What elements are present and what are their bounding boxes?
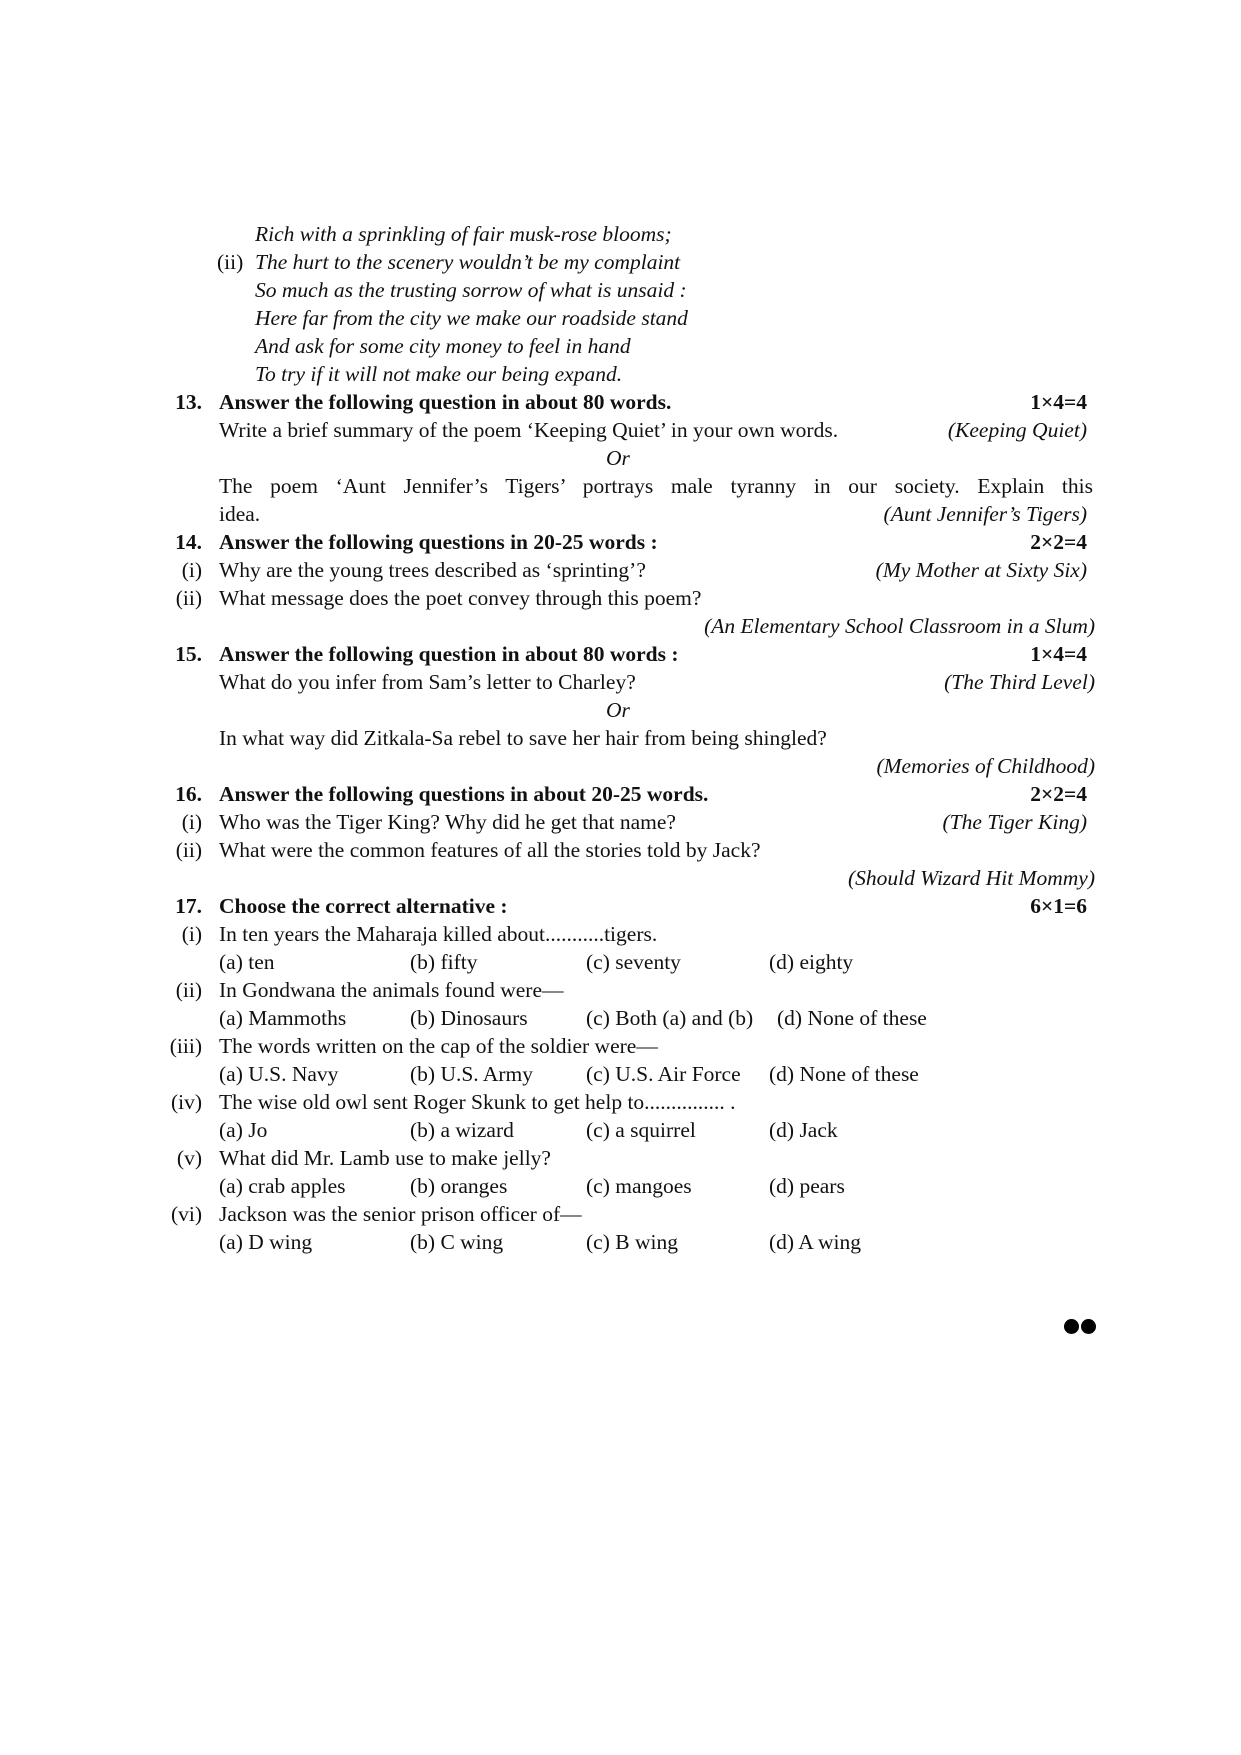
mcq-label: (iv) (170, 1090, 202, 1114)
mcq-option: (b) a wizard (410, 1118, 514, 1142)
source-reference: (My Mother at Sixty Six) (875, 558, 1087, 582)
mcq-option: (c) mangoes (586, 1174, 692, 1198)
mcq-question: Jackson was the senior prison officer of— (219, 1202, 582, 1226)
question-number: 15. (175, 642, 202, 666)
mcq-option: (d) None of these (777, 1006, 927, 1030)
source-reference: (Keeping Quiet) (947, 418, 1087, 442)
mcq-option: (a) crab apples (219, 1174, 346, 1198)
question-number: 14. (175, 530, 202, 554)
poem-line: To try if it will not make our being expand. (255, 362, 623, 386)
mcq-label: (v) (176, 1146, 202, 1170)
mcq-option: (a) Jo (219, 1118, 268, 1142)
question-text: The poem ‘Aunt Jennifer’s Tigers’ portrays male tyranny in our society. Explain this (219, 474, 1093, 498)
or-separator: Or (606, 698, 630, 722)
mcq-label: (vi) (170, 1202, 202, 1226)
poem-label-ii: (ii) (217, 250, 244, 274)
question-heading: Answer the following questions in about 20-25 words. (219, 782, 709, 806)
mcq-question: The words written on the cap of the soldier were— (219, 1034, 658, 1058)
sub-question-label: (i) (181, 810, 202, 834)
mcq-question: The wise old owl sent Roger Skunk to get help to............... . (219, 1090, 736, 1114)
source-reference: (Aunt Jennifer’s Tigers) (883, 502, 1087, 526)
dot-icon (1064, 1319, 1079, 1334)
mcq-question: In Gondwana the animals found were— (219, 978, 564, 1002)
question-number: 13. (175, 390, 202, 414)
question-heading: Answer the following questions in 20-25 words : (219, 530, 658, 554)
question-text: What were the common features of all the stories told by Jack? (219, 838, 761, 862)
question-heading: Answer the following question in about 80 words. (219, 390, 672, 414)
mcq-option: (b) C wing (410, 1230, 504, 1254)
mcq-option: (c) Both (a) and (b) (586, 1006, 754, 1030)
mcq-question: What did Mr. Lamb use to make jelly? (219, 1146, 551, 1170)
mcq-option: (c) a squirrel (586, 1118, 696, 1142)
dot-icon (1081, 1319, 1096, 1334)
source-reference: (The Tiger King) (942, 810, 1087, 834)
question-text: Write a brief summary of the poem ‘Keeping Quiet’ in your own words. (219, 418, 839, 442)
question-marks: 2×2=4 (1030, 782, 1087, 806)
sub-question-label: (i) (181, 558, 202, 582)
question-text: Why are the young trees described as ‘sprinting’? (219, 558, 646, 582)
or-separator: Or (606, 446, 630, 470)
question-heading: Choose the correct alternative : (219, 894, 508, 918)
question-number: 16. (175, 782, 202, 806)
question-number: 17. (175, 894, 202, 918)
poem-line: Here far from the city we make our roadside stand (255, 306, 688, 330)
question-heading: Answer the following question in about 80 words : (219, 642, 679, 666)
question-text: Who was the Tiger King? Why did he get that name? (219, 810, 676, 834)
mcq-label: (i) (181, 922, 202, 946)
poem-line: The hurt to the scenery wouldn’t be my complaint (255, 250, 681, 274)
mcq-option: (d) None of these (769, 1062, 919, 1086)
source-reference: (Memories of Childhood) (876, 754, 1095, 778)
question-text: In what way did Zitkala-Sa rebel to save her hair from being shingled? (219, 726, 827, 750)
sub-question-label: (ii) (175, 838, 202, 862)
sub-question-label: (ii) (175, 586, 202, 610)
question-text: idea. (219, 502, 261, 526)
mcq-option: (d) Jack (769, 1118, 838, 1142)
question-marks: 1×4=4 (1030, 642, 1087, 666)
mcq-option: (b) Dinosaurs (410, 1006, 528, 1030)
source-reference: (An Elementary School Classroom in a Slum) (704, 614, 1095, 638)
question-marks: 6×1=6 (1030, 894, 1087, 918)
mcq-option: (d) pears (769, 1174, 845, 1198)
poem-line: And ask for some city money to feel in hand (255, 334, 631, 358)
continuation-dots (1064, 1319, 1098, 1339)
mcq-option: (d) eighty (769, 950, 854, 974)
mcq-option: (b) oranges (410, 1174, 508, 1198)
question-text: What do you infer from Sam’s letter to Charley? (219, 670, 636, 694)
question-text: What message does the poet convey through this poem? (219, 586, 702, 610)
mcq-question: In ten years the Maharaja killed about...........tigers. (219, 922, 658, 946)
mcq-option: (c) B wing (586, 1230, 678, 1254)
question-marks: 2×2=4 (1030, 530, 1087, 554)
mcq-option: (b) U.S. Army (410, 1062, 534, 1086)
mcq-option: (b) fifty (410, 950, 478, 974)
mcq-option: (a) Mammoths (219, 1006, 347, 1030)
poem-line: So much as the trusting sorrow of what is unsaid : (255, 278, 687, 302)
mcq-label: (ii) (175, 978, 202, 1002)
source-reference: (Should Wizard Hit Mommy) (847, 866, 1095, 890)
mcq-option: (c) seventy (586, 950, 681, 974)
mcq-option: (a) ten (219, 950, 275, 974)
source-reference: (The Third Level) (944, 670, 1095, 694)
mcq-label: (iii) (169, 1034, 202, 1058)
mcq-option: (c) U.S. Air Force (586, 1062, 741, 1086)
mcq-option: (a) D wing (219, 1230, 313, 1254)
mcq-option: (d) A wing (769, 1230, 861, 1254)
poem-line: Rich with a sprinkling of fair musk-rose blooms; (255, 222, 672, 246)
question-marks: 1×4=4 (1030, 390, 1087, 414)
mcq-option: (a) U.S. Navy (219, 1062, 339, 1086)
